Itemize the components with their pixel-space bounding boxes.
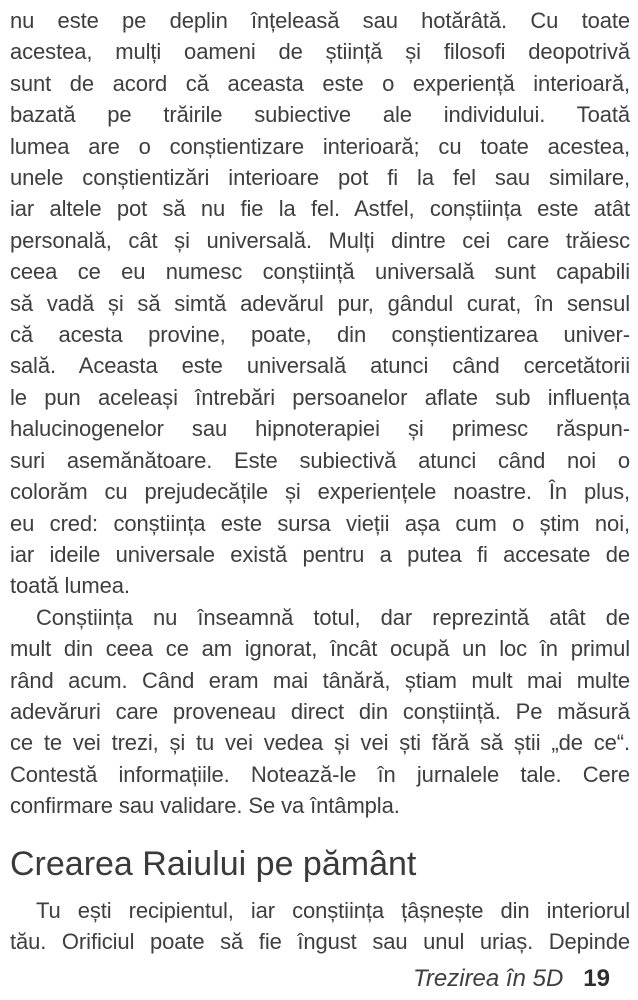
text-line: suri asemănătoare. Este subiectivă atunci când noi o [10, 447, 630, 473]
paragraph [10, 895, 630, 958]
text-line: confirmare sau validare. Se va întâmpla. [10, 793, 400, 819]
text-line: bazată pe trăirile subiective ale individului. Toată [10, 102, 630, 128]
text-line: acestea, mulți oameni de știință și filosofi deopotrivă [10, 39, 630, 65]
text-line: unele conștientizări interioare pot fi la fel sau similare, [10, 165, 630, 191]
running-title: Trezirea în 5D [413, 965, 564, 992]
text-line: Tu ești recipientul, iar conștiința țâșnește din interiorul [36, 897, 630, 923]
text-line: nu este pe deplin înțeleasă sau hotărâtă. Cu toate [10, 8, 630, 33]
body-text-top [10, 5, 630, 822]
text-line: să vadă și să simtă adevărul pur, gândul curat, în sensul [10, 290, 630, 316]
text-line: Conștiința nu înseamnă totul, dar reprezintă atât de [36, 604, 630, 630]
text-line: mult din ceea ce am ignorat, încât ocupă un loc în primul [10, 636, 630, 662]
text-line: lumea are o conștientizare interioară; cu toate acestea, [10, 133, 630, 159]
text-line: rând acum. Când eram mai tânără, știam mult mai multe [10, 667, 630, 693]
text-line: eu cred: conștiința este sursa vieții așa cum o știm noi, [10, 510, 630, 536]
page-footer [413, 966, 610, 992]
body-text-after-heading [10, 895, 630, 958]
text-line: personală, cât și universală. Mulți dintre cei care trăiesc [10, 227, 630, 253]
text-line: halucinogenelor sau hipnoterapiei și primesc răspun- [10, 416, 630, 442]
text-line: tău. Orificiul poate să fie îngust sau unul uriaș. Depinde [10, 928, 630, 954]
text-line: iar altele pot să nu fie la fel. Astfel, conștiința este atât [10, 196, 630, 222]
text-line: le pun aceleași întrebări persoanelor aflate sub influența [10, 384, 630, 410]
text-line: Contestă informațiile. Notează-le în jurnalele tale. Cere [10, 761, 630, 787]
text-line: iar ideile universale există pentru a putea fi accesate de [10, 541, 630, 567]
text-line: sală. Aceasta este universală atunci când cercetătorii [10, 353, 630, 379]
text-line: adevăruri care proveneau direct din conștiință. Pe măsură [10, 698, 630, 724]
text-line: că acesta provine, poate, din conștientizarea univer- [10, 322, 630, 348]
paragraph [10, 5, 630, 602]
text-line: toată lumea. [10, 573, 130, 599]
paragraph [10, 602, 630, 822]
section-heading: Crearea Raiului pe pământ [10, 844, 417, 883]
text-line: ceea ce eu numesc conștiință universală sunt capabili [10, 259, 630, 285]
page-number: 19 [583, 965, 610, 992]
text-line: sunt de acord că aceasta este o experiență interioară, [10, 70, 630, 96]
text-line: colorăm cu prejudecățile și experiențele noastre. În plus, [10, 479, 630, 505]
text-line: ce te vei trezi, și tu vei vedea și vei ști fără să știi „de ce“. [10, 730, 630, 756]
